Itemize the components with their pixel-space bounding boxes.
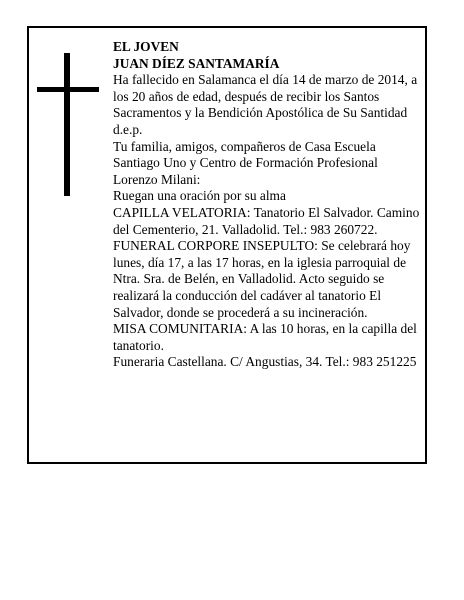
death-announcement: Ha fallecido en Salamanca el día 14 de marzo de 2014, a los 20 años de edad, después de recibir los Santos Sacramentos y la Bendición Apostólica de Su Santidad d.e.p. (113, 72, 418, 137)
deceased-name: JUAN DÍEZ SANTAMARÍA (113, 55, 280, 71)
latin-cross-icon (37, 53, 99, 196)
mass-info: MISA COMUNITARIA: A las 10 horas, en la capilla del tanatorio. (113, 321, 417, 353)
notice-title: EL JOVEN (113, 39, 179, 54)
prayer-request: Ruegan una oración por su alma (113, 188, 286, 204)
obituary-text (113, 39, 423, 371)
cross-vertical-bar (64, 53, 70, 196)
cross-horizontal-bar (37, 87, 99, 92)
funeral-info: FUNERAL CORPORE INSEPULTO: Se celebrará hoy lunes, día 17, a las 17 horas, en la iglesia parroquial de Ntra. Sra. de Belén, en Valladolid. Acto seguido se realizará la conducción del cadáver al tanatorio El Salvador, donde se procederá a su incineración. (113, 238, 411, 320)
funeral-home-info: Funeraria Castellana. C/ Angustias, 34. Tel.: 983 251225 (113, 354, 417, 370)
wake-chapel-info: CAPILLA VELATORIA: Tanatorio El Salvador. Camino del Cementerio, 21. Valladolid. Tel.: 983 260722. (113, 204, 420, 237)
family-mourners: Tu familia, amigos, compañeros de Casa Escuela Santiago Uno y Centro de Formación Profesional Lorenzo Milani: (113, 138, 378, 187)
